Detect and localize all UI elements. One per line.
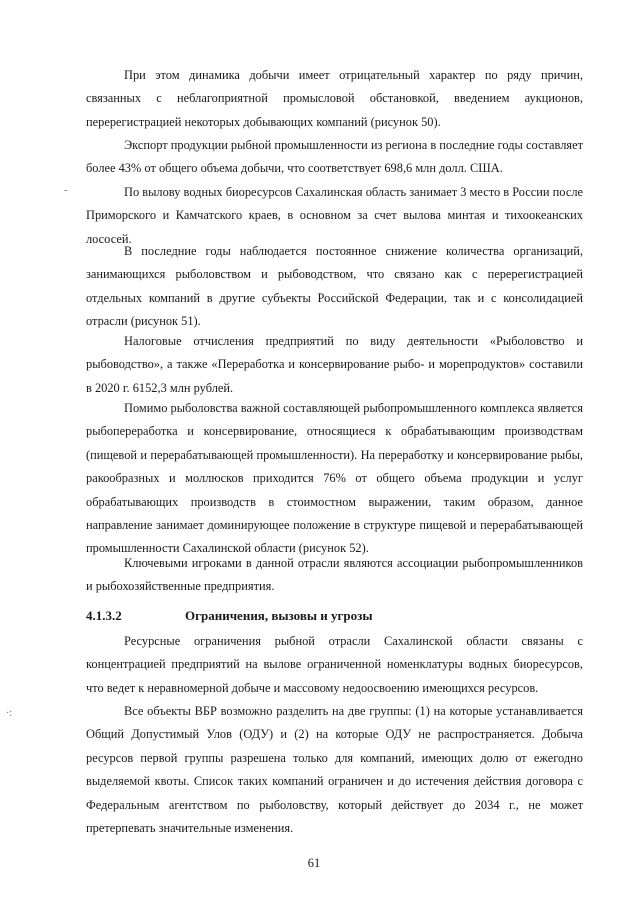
paragraph-catch-ranking: По вылову водных биоресурсов Сахалинская область занимает 3 место в России после Приморского и Камчатского краев, в основном за счет вылова минтая и тихоокеанских лососей. — [86, 185, 583, 246]
paragraph-wbr-groups: Все объекты ВБР возможно разделить на две группы: (1) на которые устанавливается Общий Допустимый Улов (ОДУ) и (2) на которые ОДУ не распространяется. Добыча ресурсов первой группы разрешена только для компаний, имеющих долю от ежегодно выделяемой квоты. Список таких компаний ограничен и до истечения действия договора с Федеральным агентством по рыболовству, который действует до 2034 г., не может претерпевать значительные изменения. — [86, 704, 583, 836]
paragraph-export: Экспорт продукции рыбной промышленности из региона в последние годы составляет более 43% от общего объема добычи, что соответствует 698,6 млн долл. США. — [86, 138, 584, 176]
section-number: 4.1.3.2 — [86, 608, 122, 623]
paragraph-organizations-decline: В последние годы наблюдается постоянное снижение количества организаций, занимающихся рыболовством и рыбоводством, что связано как с перерегистрацией отдельных компаний в другие субъекты Российской Федерации, так и с консолидацией отрасли (рисунок 51). — [86, 244, 583, 329]
section-heading — [86, 606, 583, 626]
paragraph-processing: Помимо рыболовства важной составляющей рыбопромышленного комплекса является рыбопереработка и консервирование, относящиеся к обрабатывающим производствам (пищевой и перерабатывающей промышленности). На переработку и консервирование рыбы, ракообразных и моллюсков приходится 76% от общего объема продукции и услуг обрабатывающих производств в стоимостном выражении, таким образом, данное направление занимает доминирующее положение в структуре пищевой и перерабатывающей промышленности Сахалинской области (рисунок 52). — [86, 401, 583, 556]
paragraph-key-players: Ключевыми игроками в данной отрасли являются ассоциации рыбопромышленников и рыбохозяйственные предприятия. — [86, 556, 583, 594]
paragraph-production-dynamics: При этом динамика добычи имеет отрицательный характер по ряду причин, связанных с неблагоприятной промысловой обстановкой, введением аукционов, перерегистрацией некоторых добывающих компаний (рисунок 50). — [86, 68, 583, 129]
paragraph-tax-payments: Налоговые отчисления предприятий по виду деятельности «Рыболовство и рыбоводство», а также «Переработка и консервирование рыбо- и морепродуктов» составили в 2020 г. 6152,3 млн рублей. — [86, 334, 583, 395]
scan-mark: ·: — [6, 708, 13, 719]
paragraph-resource-limits: Ресурсные ограничения рыбной отрасли Сахалинской области связаны с концентрацией предприятий на вылове ограниченной номенклатуры водных биоресурсов, что ведет к неравномерной добыче и массовому недоосвоению имеющихся ресурсов. — [86, 634, 583, 695]
page-number: 61 — [307, 856, 321, 870]
section-title: Ограничения, вызовы и угрозы — [185, 608, 373, 623]
scan-mark: - — [64, 185, 68, 196]
